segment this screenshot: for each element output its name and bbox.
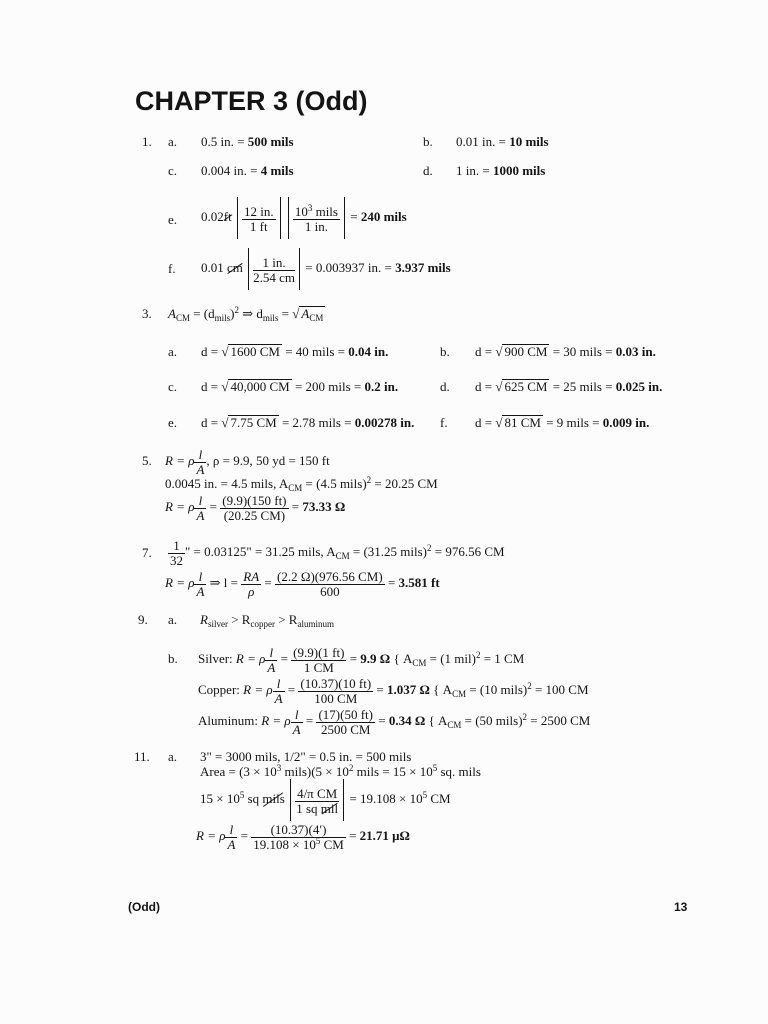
page-number: 13 — [674, 900, 688, 914]
p1-b: 0.01 in. = 10 mils — [456, 134, 549, 149]
p5-line1: R = ρ $\frac{l}{A}$ , ρ = 9.9, 50 yd = 150 ft — [165, 446, 330, 477]
p11-line1: 3" = 3000 mils, 1/2" = 0.5 in. = 500 mils — [200, 749, 412, 764]
p3-row-d-label: d. — [440, 379, 450, 394]
p3-row-f-label: f. — [440, 415, 448, 430]
p1-d-label: d. — [423, 163, 433, 178]
p3-row-c: d = √ 40,000 CM = 200 mils = 0.2 in. — [201, 379, 399, 394]
p3-row-a: d = √ 1600 CM = 40 mils = 0.04 in. — [201, 344, 389, 359]
p9-silver: Silver: R = ρ $\frac{l}{A}$ = $\frac{(9.9)(1 ft)}{1 CM}$ = 9.9 Ω { $A_{CM} = (1$ mil)$^2$ = 1 CM — [198, 644, 525, 675]
p3-row-a-label: a. — [168, 344, 178, 359]
p11-line2: Area = ($3 \times 10^3$ mils)(5 × $10^2$ mils = $15 \times 10^5$ sq. mils — [200, 763, 481, 779]
p3-row-f: d = √ 81 CM = 9 mils = 0.009 in. — [475, 415, 650, 430]
p1-e-label: e. — [168, 212, 178, 227]
p7-line2: R = ρ $\frac{l}{A}$ ⇒ l = $\frac{RA}{\rho}$ = $\frac{(2.2 \Omega)(976.56 CM)}{600}$ = 3.581 ft — [165, 568, 440, 599]
p1-a-label: a. — [168, 134, 178, 149]
p1-c: 0.004 in. = 4 mils — [201, 163, 294, 178]
p9-aluminum: Aluminum: R = ρ $\frac{l}{A}$ = $\frac{(17)(50 ft)}{2500 CM}$ = 0.34 Ω { $A_{CM} = (50$ mils)$^2$ = 2500 CM — [198, 706, 591, 737]
problem-9-number: 9. — [138, 612, 148, 627]
p9-b-label: b. — [168, 651, 178, 666]
p1-a: 0.5 in. = 500 mils — [201, 134, 294, 149]
p5-line3: R = ρ $\frac{l}{A}$ = $\frac{(9.9)(150 ft)}{(20.25 CM)}$ = 73.33 Ω — [165, 492, 346, 523]
footer-left: (Odd) — [128, 900, 160, 914]
p3-row-e: d = √ 7.75 CM = 2.78 mils = 0.00278 in. — [201, 415, 415, 430]
problem-5-number: 5. — [142, 453, 152, 468]
p3-row-e-label: e. — [168, 415, 178, 430]
p1-c-label: c. — [168, 163, 178, 178]
p9-a: $R_{silver} > R_{copper} > R_{aluminum}$ — [200, 612, 334, 629]
p11-line4: R = ρ $\frac{l}{A}$ = $\frac{(10.37)(4')}{19.108 \times 10^5 CM}$ = 21.71 μΩ — [196, 821, 410, 852]
p9-copper: Copper: R = ρ $\frac{l}{A}$ = $\frac{(10.37)(10 ft)}{100 CM}$ = 1.037 Ω { $A_{CM} = (10$ mils)$^2$ = 100 CM — [198, 675, 589, 706]
p3-row-d: d = √ 625 CM = 25 mils = 0.025 in. — [475, 379, 663, 394]
problem-1-number: 1. — [142, 134, 152, 149]
p7-line1: $\frac{1}{32}$ " = 0.03125" = 31.25 mils, $A_{CM} = (31.25$ mils)$^2$ = 976.56 CM — [170, 537, 505, 568]
p1-d: 1 in. = 1000 mils — [456, 163, 546, 178]
problem-3-number: 3. — [142, 306, 152, 321]
p3-row-b: d = √ 900 CM = 30 mils = 0.03 in. — [475, 344, 656, 359]
p1-f-label: f. — [168, 261, 176, 276]
p1-f: 0.01 cm $\frac{1 in.}{2.54 cm}$ = 0.003937 in. = 3.937 mils — [201, 248, 451, 290]
p3-row-c-label: c. — [168, 379, 178, 394]
problem-11-number: 11. — [134, 749, 150, 764]
p1-b-label: b. — [423, 134, 433, 149]
p3-header: $A_{CM} = (d_{mils})^2$ ⇒ $d_{mils}$ = √ $A_{CM}$ — [168, 305, 324, 323]
p9-a-label: a. — [168, 612, 178, 627]
page-title: CHAPTER 3 (Odd) — [135, 86, 368, 116]
p3-row-b-label: b. — [440, 344, 450, 359]
p11-a-label: a. — [168, 749, 178, 764]
problem-7-number: 7. — [142, 545, 152, 560]
p11-line3: $15 \times 10^5$ sq mils 4/π CM 1 sq mil = $19.108 \times 10^5$ CM — [200, 779, 451, 821]
p5-line2: 0.0045 in. = 4.5 mils, $A_{CM} = (4.5$ mils)$^2$ = 20.25 CM — [165, 475, 438, 493]
p1-e: 0.02ft $\frac{12 in.}{1 ft}$ $10^3$ mils 1 in. = 240 mils — [201, 197, 407, 239]
